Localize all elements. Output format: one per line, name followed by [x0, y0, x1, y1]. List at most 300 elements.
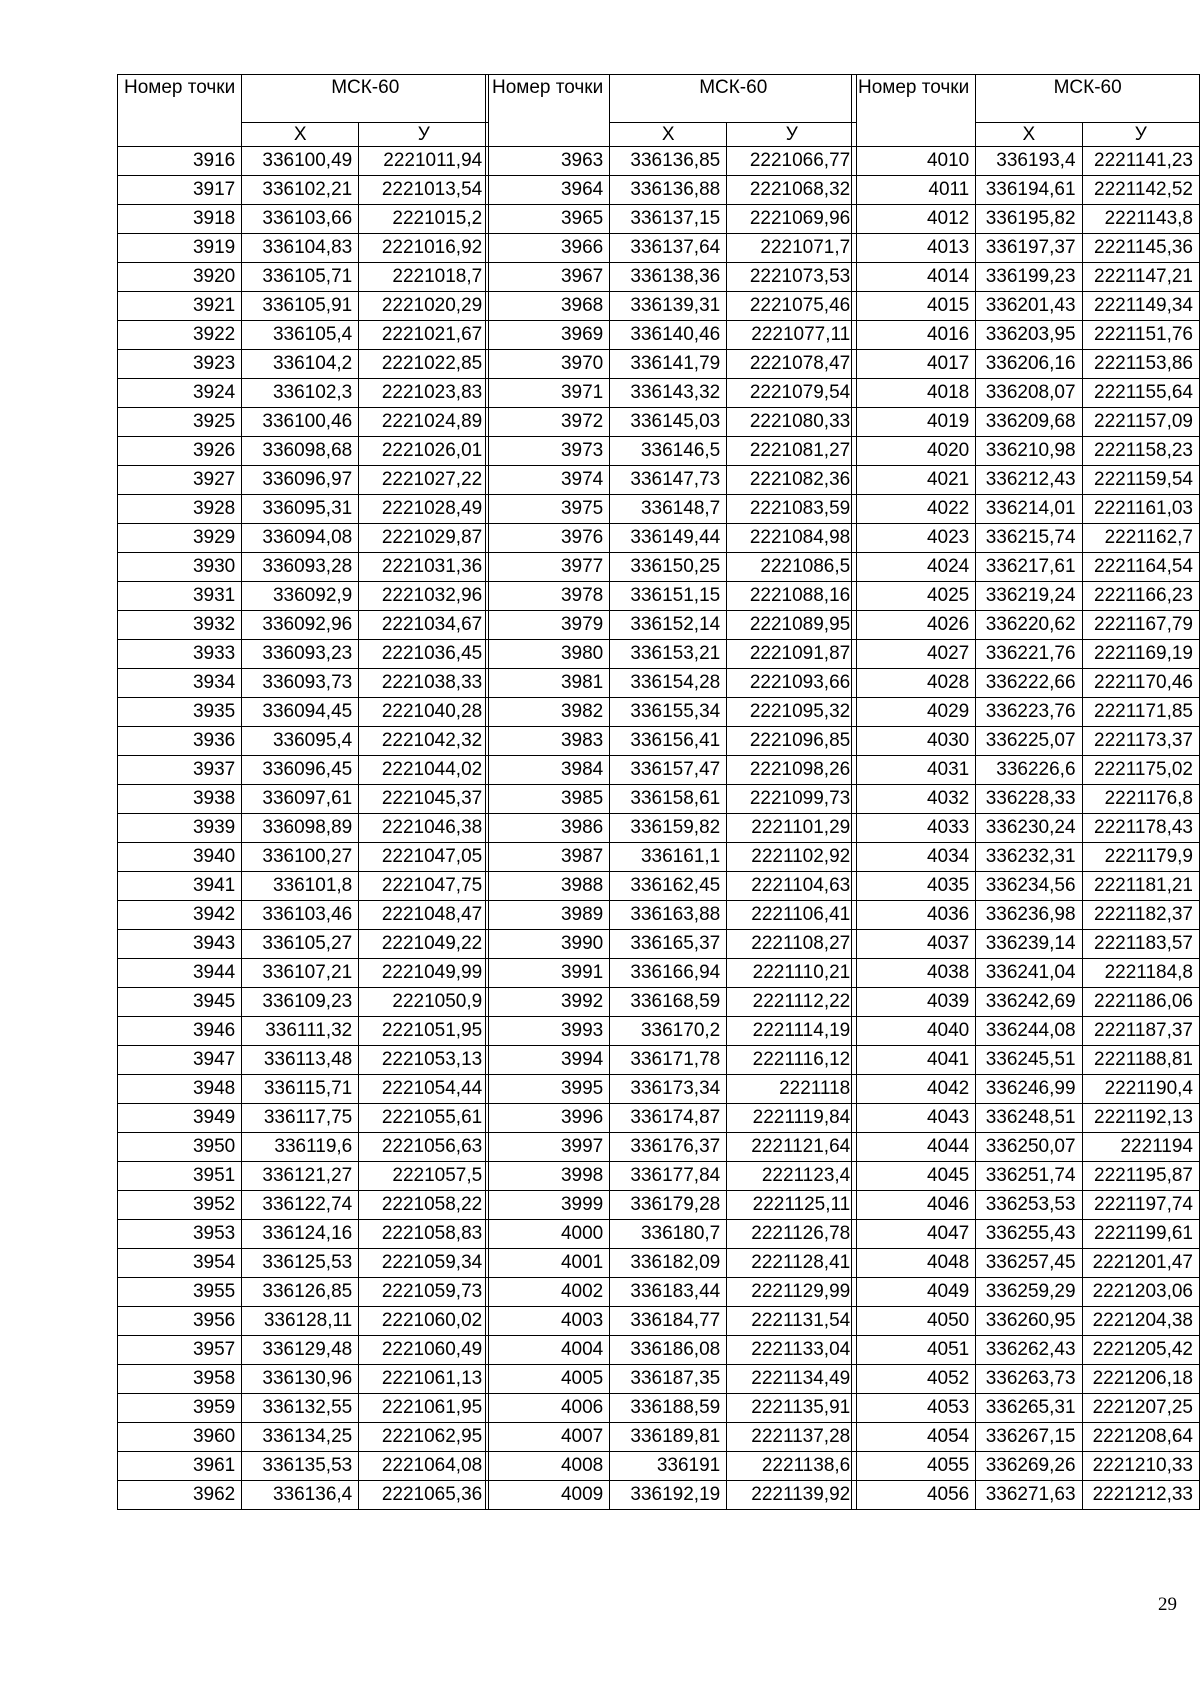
point-number-cell: 3981: [486, 669, 610, 698]
table-row: [852, 582, 1200, 611]
y-coordinate-cell: 2221047,05: [359, 843, 489, 872]
point-number-cell: 3942: [118, 901, 242, 930]
point-number-cell: 3992: [486, 988, 610, 1017]
point-number-cell: 4020: [852, 437, 976, 466]
y-coordinate-cell: 2221145,36: [1082, 234, 1199, 263]
y-coordinate-cell: 2221121,64: [727, 1133, 857, 1162]
table-row: [486, 176, 857, 205]
y-coordinate-cell: 2221133,04: [727, 1336, 857, 1365]
y-coordinate-cell: 2221069,96: [727, 205, 857, 234]
y-coordinate-cell: 2221096,85: [727, 727, 857, 756]
table-row: [486, 1191, 857, 1220]
y-coordinate-cell: 2221201,47: [1082, 1249, 1199, 1278]
point-number-cell: 4046: [852, 1191, 976, 1220]
table-row: [852, 1278, 1200, 1307]
point-number-cell: 4011: [852, 176, 976, 205]
table-row: [486, 872, 857, 901]
point-number-cell: 3982: [486, 698, 610, 727]
x-coordinate-cell: 336094,45: [242, 698, 359, 727]
table-row: [852, 495, 1200, 524]
table-row: [852, 1162, 1200, 1191]
point-number-cell: 4003: [486, 1307, 610, 1336]
y-coordinate-cell: 2221047,75: [359, 872, 489, 901]
table-row: [118, 1394, 489, 1423]
y-coordinate-cell: 2221016,92: [359, 234, 489, 263]
y-coordinate-cell: 2221075,46: [727, 292, 857, 321]
y-coordinate-cell: 2221184,8: [1082, 959, 1199, 988]
point-number-cell: 4017: [852, 350, 976, 379]
y-coordinate-cell: 2221205,42: [1082, 1336, 1199, 1365]
x-coordinate-cell: 336228,33: [976, 785, 1082, 814]
y-coordinate-cell: 2221161,03: [1082, 495, 1199, 524]
table-row: [118, 1249, 489, 1278]
point-number-cell: 3958: [118, 1365, 242, 1394]
point-number-cell: 3980: [486, 640, 610, 669]
x-coordinate-cell: 336152,14: [610, 611, 727, 640]
point-number-cell: 3962: [118, 1481, 242, 1510]
point-number-cell: 3961: [118, 1452, 242, 1481]
point-number-cell: 4044: [852, 1133, 976, 1162]
table-row: [118, 147, 489, 176]
point-number-cell: 3978: [486, 582, 610, 611]
y-coordinate-cell: 2221024,89: [359, 408, 489, 437]
y-coordinate-cell: 2221053,13: [359, 1046, 489, 1075]
x-coordinate-cell: 336140,46: [610, 321, 727, 350]
x-coordinate-cell: 336239,14: [976, 930, 1082, 959]
x-coordinate-cell: 336154,28: [610, 669, 727, 698]
y-coordinate-cell: 2221158,23: [1082, 437, 1199, 466]
table-row: [486, 669, 857, 698]
y-coordinate-cell: 2221027,22: [359, 466, 489, 495]
y-coordinate-cell: 2221095,32: [727, 698, 857, 727]
x-coordinate-cell: 336271,63: [976, 1481, 1082, 1510]
x-coordinate-cell: 336222,66: [976, 669, 1082, 698]
table-row: [852, 1481, 1200, 1510]
y-coordinate-cell: 2221178,43: [1082, 814, 1199, 843]
table-row: [118, 1220, 489, 1249]
point-number-cell: 4034: [852, 843, 976, 872]
y-coordinate-cell: 2221153,86: [1082, 350, 1199, 379]
table-row: [118, 1481, 489, 1510]
point-number-cell: 3993: [486, 1017, 610, 1046]
y-coordinate-cell: 2221061,95: [359, 1394, 489, 1423]
point-number-cell: 4000: [486, 1220, 610, 1249]
y-coordinate-cell: 2221066,77: [727, 147, 857, 176]
point-number-cell: 3977: [486, 553, 610, 582]
point-number-cell: 4019: [852, 408, 976, 437]
x-coordinate-cell: 336095,4: [242, 727, 359, 756]
x-coordinate-cell: 336184,77: [610, 1307, 727, 1336]
table-row: [486, 234, 857, 263]
table-row: [486, 466, 857, 495]
y-coordinate-cell: 2221080,33: [727, 408, 857, 437]
table-row: [118, 1365, 489, 1394]
point-number-cell: 3937: [118, 756, 242, 785]
table-row: [852, 176, 1200, 205]
x-coordinate-cell: 336145,03: [610, 408, 727, 437]
table-row: [486, 437, 857, 466]
y-coordinate-cell: 2221042,32: [359, 727, 489, 756]
x-coordinate-cell: 336183,44: [610, 1278, 727, 1307]
y-header: У: [1082, 123, 1199, 147]
x-coordinate-cell: 336100,46: [242, 408, 359, 437]
table-row: [852, 1394, 1200, 1423]
table-row: [486, 843, 857, 872]
x-coordinate-cell: 336130,96: [242, 1365, 359, 1394]
y-coordinate-cell: 2221155,64: [1082, 379, 1199, 408]
table-row: [852, 872, 1200, 901]
table-row: [118, 379, 489, 408]
coordinates-table-body: [486, 147, 857, 1510]
y-coordinate-cell: 2221059,73: [359, 1278, 489, 1307]
table-row: [486, 495, 857, 524]
table-row: [118, 930, 489, 959]
point-number-cell: 3990: [486, 930, 610, 959]
y-coordinate-cell: 2221089,95: [727, 611, 857, 640]
table-row: [486, 1423, 857, 1452]
table-row: [852, 959, 1200, 988]
y-coordinate-cell: 2221040,28: [359, 698, 489, 727]
x-coordinate-cell: 336242,69: [976, 988, 1082, 1017]
x-coordinate-cell: 336092,9: [242, 582, 359, 611]
y-coordinate-cell: 2221176,8: [1082, 785, 1199, 814]
y-coordinate-cell: 2221138,6: [727, 1452, 857, 1481]
y-coordinate-cell: 2221167,79: [1082, 611, 1199, 640]
table-row: [852, 321, 1200, 350]
y-coordinate-cell: 2221139,92: [727, 1481, 857, 1510]
x-coordinate-cell: 336148,7: [610, 495, 727, 524]
x-coordinate-cell: 336180,7: [610, 1220, 727, 1249]
point-number-cell: 3943: [118, 930, 242, 959]
x-header: Х: [610, 123, 727, 147]
point-number-header: Номер точки: [118, 75, 242, 147]
point-number-cell: 3991: [486, 959, 610, 988]
y-coordinate-cell: 2221055,61: [359, 1104, 489, 1133]
point-number-cell: 3986: [486, 814, 610, 843]
x-coordinate-cell: 336137,64: [610, 234, 727, 263]
x-coordinate-cell: 336171,78: [610, 1046, 727, 1075]
point-number-cell: 3953: [118, 1220, 242, 1249]
point-number-cell: 3918: [118, 205, 242, 234]
table-row: [486, 1249, 857, 1278]
table-row: [118, 524, 489, 553]
table-row: [852, 350, 1200, 379]
table-row: [852, 408, 1200, 437]
point-number-cell: 3948: [118, 1075, 242, 1104]
y-coordinate-cell: 2221143,8: [1082, 205, 1199, 234]
table-row: [118, 785, 489, 814]
table-row: [486, 785, 857, 814]
x-coordinate-cell: 336094,08: [242, 524, 359, 553]
point-number-cell: 4005: [486, 1365, 610, 1394]
y-coordinate-cell: 2221062,95: [359, 1423, 489, 1452]
y-coordinate-cell: 2221077,11: [727, 321, 857, 350]
x-coordinate-cell: 336100,49: [242, 147, 359, 176]
y-coordinate-cell: 2221119,84: [727, 1104, 857, 1133]
y-coordinate-cell: 2221060,49: [359, 1336, 489, 1365]
y-coordinate-cell: 2221082,36: [727, 466, 857, 495]
x-coordinate-cell: 336192,19: [610, 1481, 727, 1510]
point-number-cell: 3989: [486, 901, 610, 930]
x-coordinate-cell: 336146,5: [610, 437, 727, 466]
point-number-cell: 3946: [118, 1017, 242, 1046]
point-number-cell: 4013: [852, 234, 976, 263]
point-number-cell: 4031: [852, 756, 976, 785]
coordinates-table-1: [117, 74, 489, 1510]
y-coordinate-cell: 2221013,54: [359, 176, 489, 205]
x-coordinate-cell: 336269,26: [976, 1452, 1082, 1481]
x-coordinate-cell: 336220,62: [976, 611, 1082, 640]
x-coordinate-cell: 336203,95: [976, 321, 1082, 350]
table-row: [118, 843, 489, 872]
x-coordinate-cell: 336173,34: [610, 1075, 727, 1104]
table-row: [852, 669, 1200, 698]
y-coordinate-cell: 2221188,81: [1082, 1046, 1199, 1075]
y-coordinate-cell: 2221091,87: [727, 640, 857, 669]
y-coordinate-cell: 2221195,87: [1082, 1162, 1199, 1191]
point-number-cell: 4048: [852, 1249, 976, 1278]
y-coordinate-cell: 2221088,16: [727, 582, 857, 611]
point-number-cell: 4025: [852, 582, 976, 611]
point-number-cell: 4027: [852, 640, 976, 669]
y-coordinate-cell: 2221036,45: [359, 640, 489, 669]
x-coordinate-cell: 336174,87: [610, 1104, 727, 1133]
y-coordinate-cell: 2221068,32: [727, 176, 857, 205]
table-row: [852, 843, 1200, 872]
point-number-cell: 3916: [118, 147, 242, 176]
table-row: [852, 1104, 1200, 1133]
table-row: [118, 959, 489, 988]
x-coordinate-cell: 336126,85: [242, 1278, 359, 1307]
y-coordinate-cell: 2221182,37: [1082, 901, 1199, 930]
x-coordinate-cell: 336128,11: [242, 1307, 359, 1336]
y-coordinate-cell: 2221169,19: [1082, 640, 1199, 669]
table-row: [852, 1046, 1200, 1075]
x-coordinate-cell: 336232,31: [976, 843, 1082, 872]
table-row: [852, 553, 1200, 582]
point-number-cell: 3941: [118, 872, 242, 901]
point-number-cell: 4033: [852, 814, 976, 843]
x-coordinate-cell: 336107,21: [242, 959, 359, 988]
point-number-cell: 4037: [852, 930, 976, 959]
y-coordinate-cell: 2221186,06: [1082, 988, 1199, 1017]
y-coordinate-cell: 2221190,4: [1082, 1075, 1199, 1104]
y-coordinate-cell: 2221151,76: [1082, 321, 1199, 350]
y-coordinate-cell: 2221114,19: [727, 1017, 857, 1046]
x-coordinate-cell: 336210,98: [976, 437, 1082, 466]
x-coordinate-cell: 336158,61: [610, 785, 727, 814]
y-coordinate-cell: 2221108,27: [727, 930, 857, 959]
point-number-cell: 4047: [852, 1220, 976, 1249]
x-coordinate-cell: 336136,85: [610, 147, 727, 176]
y-coordinate-cell: 2221045,37: [359, 785, 489, 814]
y-coordinate-cell: 2221134,49: [727, 1365, 857, 1394]
point-number-cell: 3976: [486, 524, 610, 553]
y-coordinate-cell: 2221011,94: [359, 147, 489, 176]
x-coordinate-cell: 336153,21: [610, 640, 727, 669]
coordinates-table-body: [852, 147, 1200, 1510]
table-row: [852, 756, 1200, 785]
table-row: [118, 901, 489, 930]
x-coordinate-cell: 336186,08: [610, 1336, 727, 1365]
y-coordinate-cell: 2221079,54: [727, 379, 857, 408]
y-coordinate-cell: 2221123,4: [727, 1162, 857, 1191]
point-number-cell: 4008: [486, 1452, 610, 1481]
table-row: [118, 234, 489, 263]
table-row: [486, 1133, 857, 1162]
table-row: [118, 640, 489, 669]
table-row: [118, 1336, 489, 1365]
point-number-cell: 4038: [852, 959, 976, 988]
x-coordinate-cell: 336119,6: [242, 1133, 359, 1162]
x-coordinate-cell: 336096,97: [242, 466, 359, 495]
x-coordinate-cell: 336179,28: [610, 1191, 727, 1220]
table-row: [118, 321, 489, 350]
table-row: [852, 1017, 1200, 1046]
x-coordinate-cell: 336195,82: [976, 205, 1082, 234]
x-coordinate-cell: 336105,4: [242, 321, 359, 350]
table-row: [486, 524, 857, 553]
point-number-cell: 3957: [118, 1336, 242, 1365]
table-row: [486, 1075, 857, 1104]
table-row: [486, 930, 857, 959]
table-row: [118, 1104, 489, 1133]
x-coordinate-cell: 336096,45: [242, 756, 359, 785]
x-coordinate-cell: 336113,48: [242, 1046, 359, 1075]
point-number-cell: 3997: [486, 1133, 610, 1162]
point-number-cell: 3968: [486, 292, 610, 321]
y-coordinate-cell: 2221029,87: [359, 524, 489, 553]
point-number-cell: 3923: [118, 350, 242, 379]
x-coordinate-cell: 336257,45: [976, 1249, 1082, 1278]
x-coordinate-cell: 336093,73: [242, 669, 359, 698]
point-number-cell: 4015: [852, 292, 976, 321]
x-coordinate-cell: 336111,32: [242, 1017, 359, 1046]
point-number-cell: 4023: [852, 524, 976, 553]
table-row: [118, 814, 489, 843]
table-row: [852, 901, 1200, 930]
point-number-cell: 3922: [118, 321, 242, 350]
point-number-cell: 4028: [852, 669, 976, 698]
x-coordinate-cell: 336097,61: [242, 785, 359, 814]
point-number-cell: 4026: [852, 611, 976, 640]
x-coordinate-cell: 336104,2: [242, 350, 359, 379]
table-row: [486, 292, 857, 321]
table-row: [852, 727, 1200, 756]
y-coordinate-cell: 2221206,18: [1082, 1365, 1199, 1394]
x-coordinate-cell: 336092,96: [242, 611, 359, 640]
table-row: [486, 1394, 857, 1423]
y-coordinate-cell: 2221071,7: [727, 234, 857, 263]
point-number-cell: 3959: [118, 1394, 242, 1423]
table-row: [118, 727, 489, 756]
x-coordinate-cell: 336151,15: [610, 582, 727, 611]
x-coordinate-cell: 336139,31: [610, 292, 727, 321]
x-coordinate-cell: 336095,31: [242, 495, 359, 524]
x-coordinate-cell: 336138,36: [610, 263, 727, 292]
y-coordinate-cell: 2221098,26: [727, 756, 857, 785]
x-coordinate-cell: 336234,56: [976, 872, 1082, 901]
y-coordinate-cell: 2221171,85: [1082, 698, 1199, 727]
point-number-cell: 3985: [486, 785, 610, 814]
y-coordinate-cell: 2221147,21: [1082, 263, 1199, 292]
y-coordinate-cell: 2221049,22: [359, 930, 489, 959]
point-number-header: Номер точки: [486, 75, 610, 147]
point-number-cell: 3970: [486, 350, 610, 379]
point-number-cell: 4036: [852, 901, 976, 930]
point-number-cell: 4022: [852, 495, 976, 524]
x-coordinate-cell: 336155,34: [610, 698, 727, 727]
y-coordinate-cell: 2221049,99: [359, 959, 489, 988]
table-row: [486, 350, 857, 379]
y-coordinate-cell: 2221142,52: [1082, 176, 1199, 205]
y-coordinate-cell: 2221207,25: [1082, 1394, 1199, 1423]
x-coordinate-cell: 336125,53: [242, 1249, 359, 1278]
y-coordinate-cell: 2221199,61: [1082, 1220, 1199, 1249]
point-number-cell: 4052: [852, 1365, 976, 1394]
point-number-cell: 3925: [118, 408, 242, 437]
x-coordinate-cell: 336267,15: [976, 1423, 1082, 1452]
point-number-cell: 3939: [118, 814, 242, 843]
point-number-cell: 4001: [486, 1249, 610, 1278]
table-row: [486, 727, 857, 756]
table-row: [852, 1133, 1200, 1162]
x-coordinate-cell: 336219,24: [976, 582, 1082, 611]
x-coordinate-cell: 336251,74: [976, 1162, 1082, 1191]
point-number-cell: 4054: [852, 1423, 976, 1452]
point-number-cell: 3938: [118, 785, 242, 814]
x-coordinate-cell: 336194,61: [976, 176, 1082, 205]
y-coordinate-cell: 2221116,12: [727, 1046, 857, 1075]
x-coordinate-cell: 336124,16: [242, 1220, 359, 1249]
x-coordinate-cell: 336177,84: [610, 1162, 727, 1191]
point-number-cell: 3996: [486, 1104, 610, 1133]
x-coordinate-cell: 336134,25: [242, 1423, 359, 1452]
y-coordinate-cell: 2221164,54: [1082, 553, 1199, 582]
point-number-cell: 3964: [486, 176, 610, 205]
table-row: [852, 1423, 1200, 1452]
x-coordinate-cell: 336135,53: [242, 1452, 359, 1481]
y-coordinate-cell: 2221175,02: [1082, 756, 1199, 785]
y-coordinate-cell: 2221020,29: [359, 292, 489, 321]
point-number-cell: 3950: [118, 1133, 242, 1162]
y-coordinate-cell: 2221054,44: [359, 1075, 489, 1104]
y-coordinate-cell: 2221015,2: [359, 205, 489, 234]
table-row: [486, 756, 857, 785]
table-row: [118, 1075, 489, 1104]
x-coordinate-cell: 336162,45: [610, 872, 727, 901]
y-coordinate-cell: 2221065,36: [359, 1481, 489, 1510]
x-coordinate-cell: 336214,01: [976, 495, 1082, 524]
point-number-cell: 4043: [852, 1104, 976, 1133]
y-coordinate-cell: 2221073,53: [727, 263, 857, 292]
crs-header: МСК-60: [242, 75, 489, 123]
y-coordinate-cell: 2221126,78: [727, 1220, 857, 1249]
point-number-cell: 3940: [118, 843, 242, 872]
x-coordinate-cell: 336137,15: [610, 205, 727, 234]
x-coordinate-cell: 336149,44: [610, 524, 727, 553]
table-row: [852, 1220, 1200, 1249]
point-number-cell: 3969: [486, 321, 610, 350]
y-coordinate-cell: 2221162,7: [1082, 524, 1199, 553]
point-number-cell: 4045: [852, 1162, 976, 1191]
table-row: [486, 959, 857, 988]
point-number-cell: 4053: [852, 1394, 976, 1423]
table-row: [118, 263, 489, 292]
x-coordinate-cell: 336104,83: [242, 234, 359, 263]
y-coordinate-cell: 2221081,27: [727, 437, 857, 466]
x-coordinate-cell: 336189,81: [610, 1423, 727, 1452]
